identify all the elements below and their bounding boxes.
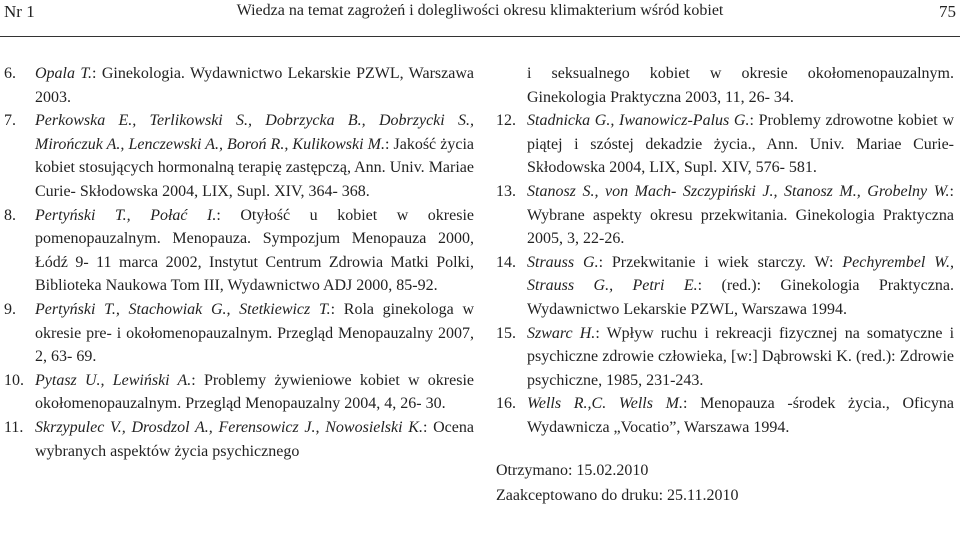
header-rule	[0, 36, 960, 37]
reference-authors: Pytasz U., Lewiński A.	[35, 371, 192, 389]
reference-authors: Stadnicka G., Iwanowicz-Palus G.	[527, 112, 750, 130]
left-column	[4, 62, 474, 463]
reference-text: : Wpływ ruchu i rekreacji fizycznej na somatyczne i psychiczne zdrowie człowieka, [w:] Dąbrowski K. (red.): Zdrowie psychiczne, 1985, 231-243.	[527, 324, 955, 389]
received-date: Otrzymano: 15.02.2010	[496, 461, 649, 479]
reference-authors: Perkowska E., Terlikowski S., Dobrzycka B., Dobrzycki S., Mirończuk A., Lenczewski A., Boroń R., Kulikowski M.	[35, 112, 474, 153]
reference-text: : Otyłość u kobiet w okresie pomenopauzalnym. Menopauza. Sympozjum Menopauza 2000, Łódź 9- 11 marca 2002, Instytut Centrum Zdrowia Matki Polki, Biblioteka Naukowa Tom III, Wydawnictwo ADJ 2000, 85-92.	[35, 206, 474, 295]
reference-authors: Skrzypulec V., Drosdzol A., Ferensowicz J., Nowosielski K.	[35, 418, 423, 436]
reference-number: 14.	[496, 253, 516, 271]
reference-item	[496, 392, 954, 439]
reference-item	[4, 109, 474, 203]
reference-number: 16.	[496, 395, 516, 413]
reference-text: : Ginekologia. Wydawnictwo Lekarskie PZWL, Warszawa 2003.	[35, 65, 474, 106]
reference-item	[4, 369, 474, 416]
reference-number: 12.	[496, 112, 516, 130]
reference-authors: Stanosz S., von Mach- Szczypiński J., Stanosz M., Grobelny W.	[527, 182, 950, 200]
reference-number: 11.	[4, 418, 24, 436]
reference-number: 8.	[4, 206, 16, 224]
reference-number: 13.	[496, 182, 516, 200]
reference-text: : Rola ginekologa w okresie pre- i okołomenopauzalnym. Przegląd Menopauzalny 2007, 2, 63- 69.	[35, 300, 475, 366]
reference-authors: Pertyński T., Stachowiak G., Stetkiewicz T.	[35, 300, 331, 318]
article-dates	[496, 458, 954, 508]
reference-number: 7.	[4, 112, 16, 130]
reference-editors: Pechyrembel W., Strauss G., Petri E.	[527, 253, 955, 295]
reference-number: 10.	[4, 371, 24, 389]
reference-authors: Szwarc H.	[527, 324, 596, 342]
reference-authors: Wells R.,C. Wells M.	[527, 395, 683, 413]
reference-item	[496, 109, 954, 180]
reference-item	[4, 416, 474, 463]
reference-item	[4, 298, 474, 369]
reference-item	[4, 62, 474, 109]
reference-text: : Jakość życia kobiet stosujących hormonalną terapię zastępczą, Ann. Univ. Mariae Curie- Skłodowska 2004, LIX, Supl. XIV, 364- 368.	[35, 135, 474, 200]
reference-text: : Ocena wybranych aspektów życia psychicznego	[35, 418, 474, 460]
reference-authors: Strauss G.	[527, 253, 599, 271]
journal-issue: Nr 1	[4, 2, 35, 21]
reference-authors: Opala T.	[35, 65, 93, 82]
running-title: Wiedza na temat zagrożeń i dolegliwości okresu klimakterium wśród kobiet	[236, 2, 724, 19]
reference-number: 6.	[4, 65, 16, 82]
reference-text: : Przekwitanie i wiek starczy. W:	[598, 253, 843, 271]
reference-item	[4, 204, 474, 298]
accepted-date: Zaakceptowano do druku: 25.11.2010	[496, 486, 739, 504]
reference-item	[496, 251, 954, 322]
reference-number: 15.	[496, 324, 516, 342]
reference-text: : Problemy żywieniowe kobiet w okresie okołomenopauzalnym. Przegląd Menopauzalny 2004, 4, 26- 30.	[35, 371, 475, 413]
reference-text: : Menopauza -środek życia., Oficyna Wydawnicza „Vocatio”, Warszawa 1994.	[527, 395, 954, 436]
reference-number: 9.	[4, 300, 16, 318]
page-header	[0, 0, 960, 38]
reference-continuation: i seksualnego kobiet w okresie okołomenopauzalnym. Ginekologia Praktyczna 2003, 11, 26- 34.	[527, 65, 954, 106]
reference-text: : Problemy zdrowotne kobiet w piątej i szóstej dekadzie życia., Ann. Univ. Mariae Curie- Skłodowska 2004, LIX, Supl. XIV, 576- 581.	[527, 112, 955, 177]
reference-text-extra: : (red.): Ginekologia Praktyczna. Wydawnictwo Lekarskie PZWL, Warszawa 1994.	[527, 277, 954, 318]
reference-authors: Pertyński T., Połać I.	[35, 206, 217, 224]
reference-item	[496, 180, 954, 251]
right-column	[496, 62, 954, 508]
reference-item	[496, 322, 954, 393]
page-number: 75	[939, 2, 956, 21]
reference-text: : Wybrane aspekty okresu przekwitania. Ginekologia Praktyczna 2005, 3, 22-26.	[527, 182, 954, 248]
